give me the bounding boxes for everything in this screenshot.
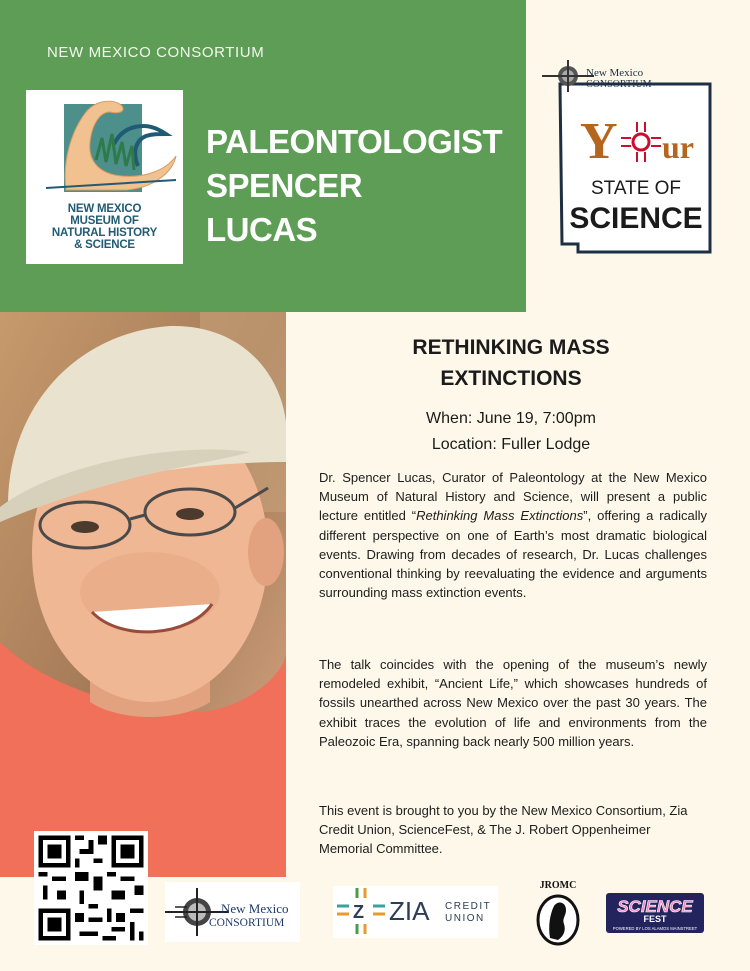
jromc-logo: [528, 878, 588, 946]
speaker-title-line: SPENCER: [206, 167, 363, 204]
nmc-footer-logo: [165, 882, 300, 942]
lecture-title-italic: Rethinking Mass Extinctions: [416, 508, 584, 524]
para1-post: ”, offering a radically different perspective on one of Earth’s most dramatic biological events. Drawing from decades of research, Dr. Lucas challenges conventional thinking by reevaluating the evidence and arguments surrounding mass extinction events.: [319, 508, 707, 601]
museum-logo: [26, 90, 183, 264]
sos-ur: ur: [662, 129, 694, 165]
zia-word: ZIA: [389, 896, 430, 926]
sos-y: Y: [580, 113, 618, 170]
museum-logo-line: MUSEUM OF: [70, 215, 139, 227]
sos-top-line: New Mexico: [586, 67, 644, 79]
museum-logo-line: NATURAL HISTORY: [51, 227, 158, 239]
speaker-photo: [0, 312, 286, 877]
org-title: NEW MEXICO CONSORTIUM: [47, 44, 265, 61]
speaker-title-line: PALEONTOLOGIST: [206, 123, 503, 160]
sponsors-paragraph: This event is brought to you by the New Mexico Consortium, Zia Credit Union, ScienceFest, & The J. Robert Oppenheimer Memorial Committee.: [319, 803, 688, 857]
sos-top-line2: CONSORTIUM: [586, 79, 652, 90]
para1-pre: Dr. Spencer Lucas, Curator of Paleontology at the New Mexico Museum of Natural History and Science, will present a public lecture entitled “: [319, 470, 707, 524]
scifest-sub: POWERED BY LOS ALAMOS MAINSTREET: [612, 926, 698, 931]
zia-union: UNION: [445, 913, 485, 924]
sos-science: SCIENCE: [569, 202, 703, 235]
sos-state-of: STATE OF: [590, 178, 682, 199]
jromc-text: JROMC: [539, 880, 577, 891]
talk-title-line: EXTINCTIONS: [440, 367, 582, 390]
zia-credit: CREDIT: [445, 901, 492, 912]
description-paragraph-2: The talk coincides with the opening of the museum’s newly remodeled exhibit, “Ancient Life,” which showcases hundreds of fossils unearthed across New Mexico over the past 30 years. The exhibit traces the evolution of life and environments from the Paleozoic Era, spanning back nearly 500 million years.: [319, 657, 707, 749]
zia-credit-union-logo: [333, 886, 498, 938]
talk-title: [290, 332, 732, 394]
zia-z: Z: [353, 902, 364, 922]
speaker-title: [206, 120, 502, 252]
museum-logo-text: [26, 203, 183, 251]
state-of-science-logo: [538, 54, 726, 264]
scifest-mid: FEST: [643, 914, 667, 924]
scifest-top: SCIENCE: [617, 897, 693, 916]
museum-logo-line: & SCIENCE: [74, 239, 135, 251]
event-when: When: June 19, 7:00pm: [426, 410, 596, 427]
talk-title-line: RETHINKING MASS: [412, 336, 610, 359]
description-paragraph-1: [319, 468, 707, 602]
museum-logo-line: NEW MEXICO: [67, 203, 142, 215]
speaker-title-line: LUCAS: [206, 211, 318, 248]
qr-code[interactable]: [34, 831, 148, 945]
nmc-footer-line2: CONSORTIUM: [209, 917, 285, 929]
event-details: [290, 406, 732, 458]
sciencefest-logo: [606, 893, 704, 933]
event-location: Location: Fuller Lodge: [431, 436, 591, 453]
nmc-footer-line1: New Mexico: [221, 901, 289, 916]
